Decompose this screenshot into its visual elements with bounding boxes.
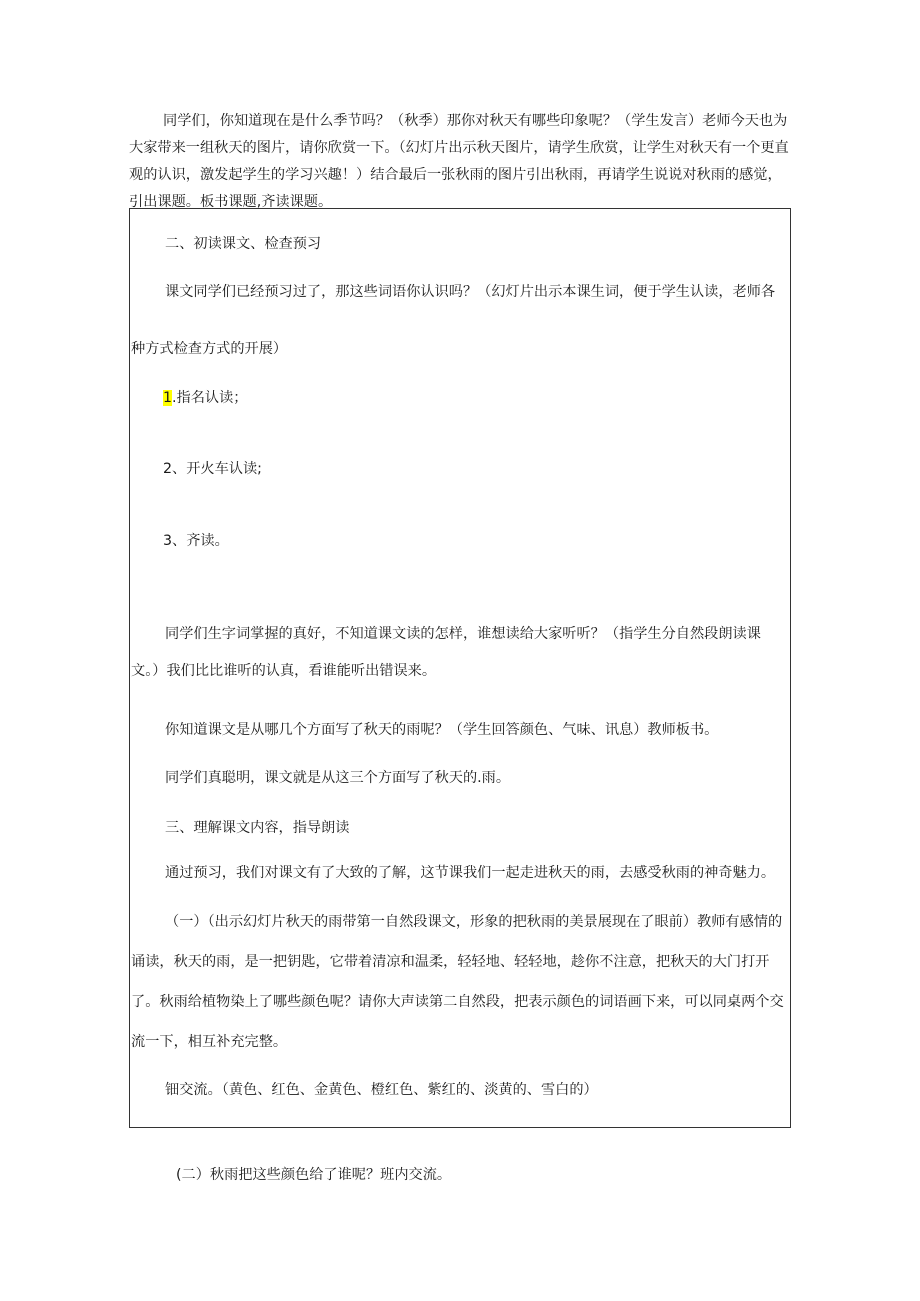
section-heading-understand: 三、理解课文内容，指导朗读 [165,820,350,836]
reading-paragraph: 同学们生字词掌握的真好，不知道课文读的怎样，谁想读给大家听听？（指学生分自然段朗读课文。）我们比比谁听的认真，看谁能听出错误来。 [131,626,761,679]
highlight-mark: 1 [163,390,173,406]
list-item-1-text: .指名认读； [172,390,248,406]
part2-paragraph: (二）秋雨把这些颜色给了谁呢？班内交流。 [176,1167,452,1183]
lesson-table-cell [129,208,791,1128]
section-heading-preview-check: 二、初读课文、检查预习 [165,236,322,252]
aspects-paragraph: 你知道课文是从哪几个方面写了秋天的雨呢？（学生回答颜色、气味、讯息）教师板书。 [165,722,719,738]
list-item-1 [163,387,247,407]
preview-paragraph: 课文同学们已经预习过了，那这些词语你认识吗？（幻灯片出示本课生词，便于学生认读，老师各种方式检查方式的开展） [131,284,776,357]
list-item-2: 2、开火车认读; [163,461,262,477]
smart-paragraph: 同学们真聪明，课文就是从这三个方面写了秋天的.雨。 [165,770,511,786]
preview-intro-paragraph: 通过预习，我们对课文有了大致的了解，这节课我们一起走进秋天的雨，去感受秋雨的神奇魅力。 [165,865,776,881]
list-item-3: 3、齐读。 [163,533,229,549]
part1-paragraph: （一）（出示幻灯片秋天的雨带第一自然段课文，形象的把秋雨的美景展现在了眼前）教师有感情的诵读，秋天的雨，是一把钥匙，它带着清凉和温柔，轻轻地、轻轻地，趁你不注意，把秋天的大门打开了。秋雨给植物染上了哪些颜色呢？请你大声读第二自然段，把表示颜色的词语画下来，可以同桌两个交流一下，相互补充完整。 [131,914,784,1050]
intro-paragraph: 同学们，你知道现在是什么季节吗？（秋季）那你对秋天有哪些印象呢？（学生发言）老师今天也为大家带来一组秋天的图片，请你欣赏一下。（幻灯片出示秋天图片，请学生欣赏，让学生对秋天有一个更直观的认识，激发起学生的学习兴趣！）结合最后一张秋雨的图片引出秋雨，再请学生说说对秋雨的感觉，引出课题。板书课题,齐读课题。 [129,113,789,210]
colors-paragraph: 钿交流。（黄色、红色、金黄色、橙红色、紫红的、淡黄的、雪白的） [165,1082,598,1098]
